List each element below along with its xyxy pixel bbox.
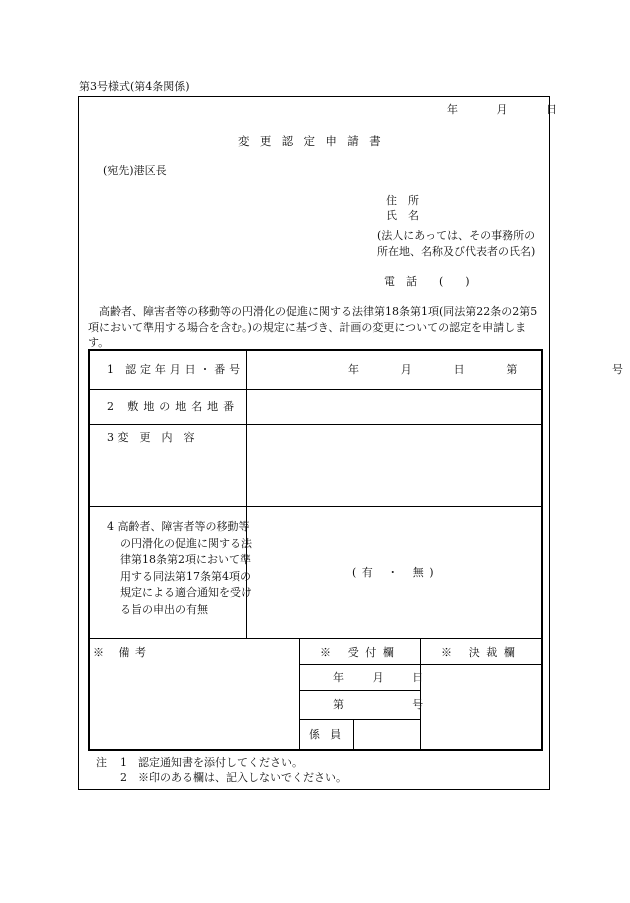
office-divider xyxy=(353,719,354,750)
remarks-label: ※ 備考 xyxy=(93,646,152,659)
row-value-1: 年 月 日 第 号 xyxy=(348,363,630,376)
corporate-note: (法人にあっては、その事務所の所在地、名称及び代表者の氏名) xyxy=(377,229,536,258)
row-label-2: 2 敷地の地名地番 xyxy=(107,400,240,413)
address-label: 住 所 xyxy=(386,194,419,207)
decision-label: ※ 決裁欄 xyxy=(441,646,522,659)
date-line: 年 月 日 xyxy=(447,103,563,116)
row-divider xyxy=(89,424,542,425)
phone-label: 電 話 ( ) xyxy=(384,275,470,288)
reception-number: 第 号 xyxy=(333,698,426,711)
note-2: 2 ※印のある欄は、記入しないでください。 xyxy=(120,771,347,784)
page-title: 変更認定申請書 xyxy=(238,134,391,148)
addressee: (宛先)港区長 xyxy=(103,164,167,177)
row-value-4: (有 ・ 無) xyxy=(352,566,440,579)
office-divider xyxy=(420,638,421,750)
reception-date: 年 月 日 xyxy=(333,671,426,684)
reception-label: ※ 受付欄 xyxy=(320,646,401,659)
form-number: 第3号様式(第4条関係) xyxy=(79,80,190,93)
row-label-4: 4 高齢者、障害者等の移動等の円滑化の促進に関する法律第18条第2項において準用する同法第17条第4項の規定による適合通知を受ける旨の申出の有無 xyxy=(107,520,252,616)
office-divider xyxy=(299,719,420,720)
office-divider xyxy=(299,690,420,691)
name-label: 氏 名 xyxy=(386,209,419,222)
staff-label: 係 員 xyxy=(309,728,345,741)
notes-prefix: 注 xyxy=(96,756,107,769)
office-divider xyxy=(299,664,542,665)
row-divider xyxy=(89,506,542,507)
row-divider xyxy=(89,638,542,639)
office-divider xyxy=(299,638,300,750)
body-text: 高齢者、障害者等の移動等の円滑化の促進に関する法律第18条第1項(同法第22条の2第5項において準用する場合を含む。)の規定に基づき、計画の変更についての認定を申請します。 xyxy=(88,305,538,350)
note-1: 1 認定通知書を添付してください。 xyxy=(120,756,303,769)
row-label-1: 1 認定年月日・番号 xyxy=(107,363,244,376)
row-divider xyxy=(89,389,542,390)
row-label-3: 3 変 更 内 容 xyxy=(107,431,195,444)
